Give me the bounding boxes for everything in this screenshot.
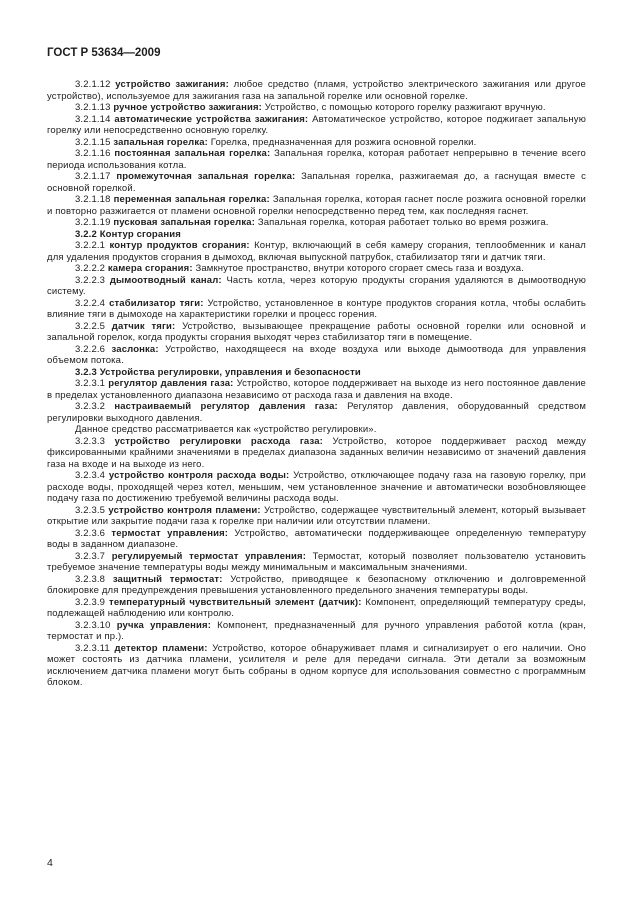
definition-paragraph: [47, 321, 586, 344]
section-heading: [47, 367, 586, 379]
definition-paragraph: [47, 217, 586, 229]
definition-paragraph: [47, 275, 586, 298]
definition-paragraph: [47, 263, 586, 275]
definition-text: Устройство, содержащее чувствительный элемент, который вызывает открытие или закрытие подачи газа к горелке при наличии или отсутствии пламени.: [47, 504, 586, 527]
definition-text: Термостат, который позволяет пользователю установить требуемое значение температуры воды между минимальным и максимальным значениями.: [47, 550, 586, 573]
clause-number: 3.2.3.1: [75, 378, 106, 389]
defined-term: пусковая запальная горелка:: [113, 217, 256, 228]
definition-text: Запальная горелка, разжигаемая до, а гаснущая вместе с основной горелкой.: [47, 171, 587, 194]
defined-term: переменная запальная горелка:: [113, 194, 270, 205]
definition-text: Устройство, которое поддерживает расход между фиксированными крайними значениями в пределах диапазона заданных величин независимо от значений давления газа на входе и на выходе из него.: [47, 435, 586, 470]
definition-paragraph: [47, 240, 586, 263]
definition-paragraph: [47, 424, 586, 436]
definition-paragraph: [47, 378, 586, 401]
definition-text: Устройство, которое обнаруживает пламя и сигнализирует о его наличии. Оно может состоять из датчика пламени, усилителя и реле для передачи сигнала. Эти детали за возможным исключением датчика пламени могут быть собраны в одном корпусе для использования совместно с программным блоком.: [47, 642, 587, 688]
clause-number: 3.2.1.15: [75, 136, 111, 148]
clause-number: 3.2.3: [75, 366, 97, 378]
defined-term: устройство зажигания:: [115, 79, 229, 90]
clause-number: 3.2.3.9: [75, 596, 106, 608]
defined-term: Устройства регулировки, управления и безопасности: [99, 366, 361, 378]
definition-text: Контур, включающий в себя камеру сгорания, теплообменник и канал для удаления продуктов сгорания в дымоход, включая выпускной патрубок, стабилизатор тяги и датчик тяги.: [47, 240, 586, 263]
page-number: 4: [47, 857, 53, 869]
definition-text: любое средство (пламя, устройство электрического зажигания или другое устройство), используемое для зажигания газа на запальной горелке или основной горелке.: [47, 79, 586, 102]
definition-text: Устройство, автоматически поддерживающее определенную температуру воды в заданном диапазоне.: [47, 527, 586, 550]
definition-paragraph: [47, 298, 586, 321]
definition-paragraph: [47, 620, 586, 643]
clause-number: 3.2.3.2: [75, 401, 106, 412]
definition-paragraph: [47, 137, 586, 149]
definition-text: Замкнутое пространство, внутри которого сгорает смесь газа и воздуха.: [195, 263, 524, 274]
clause-number: 3.2.2.5: [75, 320, 106, 332]
defined-term: стабилизатор тяги:: [109, 297, 204, 309]
clause-number: 3.2.3.6: [75, 527, 106, 539]
clause-number: 3.2.1.16: [75, 148, 111, 159]
clause-number: 3.2.1.17: [75, 171, 111, 182]
defined-term: датчик тяги:: [111, 320, 176, 332]
definition-paragraph: [47, 102, 586, 114]
defined-term: автоматические устройства зажигания:: [114, 113, 309, 125]
clause-number: 3.2.3.8: [75, 573, 106, 585]
defined-term: запальная горелка:: [113, 136, 208, 148]
clause-number: 3.2.1.12: [75, 79, 111, 90]
defined-term: устройство контроля расхода воды:: [108, 470, 290, 481]
clause-number: 3.2.3.5: [75, 504, 106, 516]
definition-text: Устройство, с помощью которого горелку разжигают вручную.: [264, 102, 546, 113]
definition-text: Данное средство рассматривается как «устройство регулировки».: [75, 424, 377, 435]
defined-term: термостат управления:: [111, 527, 229, 539]
document-body: [47, 79, 586, 689]
defined-term: ручное устройство зажигания:: [113, 102, 262, 113]
clause-number: 3.2.2.1: [75, 240, 106, 251]
defined-term: дымоотводный канал:: [109, 274, 222, 286]
defined-term: настраиваемый регулятор давления газа:: [114, 401, 338, 412]
definition-paragraph: [47, 148, 586, 171]
defined-term: заслонка:: [111, 343, 159, 355]
clause-number: 3.2.2.3: [75, 274, 106, 286]
definition-text: Устройство, приводящее к безопасному отключению и долговременной блокировке для предупреждения превышения установленного предельного значения температуры воды.: [47, 573, 586, 596]
definition-text: Запальная горелка, которая гаснет после розжига основной горелки и повторно разжигается от пламени основной горелки непосредственно перед тем, как последняя гаснет.: [47, 194, 586, 217]
definition-text: Устройство, находящееся на входе воздуха или выходе дымоотвода для управления объемом потока.: [47, 343, 586, 366]
definition-text: Запальная горелка, которая работает только во время розжига.: [257, 217, 549, 228]
clause-number: 3.2.1.14: [75, 113, 111, 125]
defined-term: устройство регулировки расхода газа:: [114, 435, 323, 447]
clause-number: 3.2.3.11: [75, 642, 110, 654]
defined-term: детектор пламени:: [114, 642, 208, 654]
clause-number: 3.2.2.4: [75, 297, 106, 309]
definition-text: Компонент, предназначенный для ручного управления работой котла (кран, термостат и пр.).: [47, 619, 586, 642]
definition-paragraph: [47, 643, 586, 689]
definition-paragraph: [47, 574, 586, 597]
defined-term: постоянная запальная горелка:: [114, 148, 271, 159]
definition-text: Устройство, установленное в контуре продуктов сгорания котла, чтобы ослабить влияние тяги в дымоходе на характеристики горелки и процесс горения.: [47, 297, 587, 320]
definition-paragraph: [47, 528, 586, 551]
definition-text: Устройство, вызывающее прекращение работы основной горелки или основной и запальной горелок, когда продукты сгорания выходят через стабилизатор тяги в помещение.: [47, 320, 586, 343]
document-header: ГОСТ Р 53634—2009: [47, 47, 161, 59]
definition-paragraph: [47, 79, 586, 102]
definition-text: Запальная горелка, которая работает непрерывно в течение всего периода использования котла.: [47, 148, 586, 171]
clause-number: 3.2.1.19: [75, 217, 111, 228]
definition-text: Компонент, определяющий температуру среды, подлежащей наблюдению или контролю.: [47, 596, 586, 619]
definition-paragraph: [47, 401, 586, 424]
defined-term: регулируемый термостат управления:: [111, 550, 307, 562]
definition-paragraph: [47, 470, 586, 505]
clause-number: 3.2.3.7: [75, 550, 106, 562]
definition-text: Горелка, предназначенная для розжига основной горелки.: [210, 136, 477, 148]
definition-text: Устройство, отключающее подачу газа на газовую горелку, при расходе воды, проходящей через котел, меньшим, чем установленное значение и автоматически возобновляющее подачу газа по достижению требуемой величины расхода воды.: [47, 470, 586, 504]
clause-number: 3.2.3.3: [75, 435, 106, 447]
defined-term: Контур сгорания: [99, 228, 181, 240]
definition-paragraph: [47, 114, 586, 137]
definition-text: Устройство, которое поддерживает на выходе из него постоянное давление в пределах установленного диапазона независимо от расхода газа и давления на входе.: [47, 378, 586, 401]
definition-paragraph: [47, 436, 586, 471]
definition-paragraph: [47, 551, 586, 574]
defined-term: камера сгорания:: [107, 263, 193, 274]
clause-number: 3.2.3.4: [75, 470, 106, 481]
definition-text: Автоматическое устройство, которое поджигает запальную горелку или непосредственно основную горелку.: [47, 113, 586, 136]
defined-term: регулятор давления газа:: [108, 378, 234, 389]
defined-term: защитный термостат:: [112, 573, 223, 585]
defined-term: устройство контроля пламени:: [108, 504, 261, 516]
clause-number: 3.2.2.6: [75, 343, 106, 355]
definition-paragraph: [47, 171, 586, 194]
defined-term: температурный чувствительный элемент (датчик):: [109, 596, 362, 608]
clause-number: 3.2.2: [75, 228, 97, 240]
defined-term: контур продуктов сгорания:: [109, 240, 250, 251]
definition-paragraph: [47, 597, 586, 620]
defined-term: ручка управления:: [116, 619, 212, 631]
definition-paragraph: [47, 194, 586, 217]
definition-paragraph: [47, 344, 586, 367]
clause-number: 3.2.1.13: [75, 102, 111, 113]
clause-number: 3.2.3.10: [75, 619, 111, 631]
clause-number: 3.2.2.2: [75, 263, 106, 274]
section-heading: [47, 229, 586, 241]
definition-text: Часть котла, через которую продукты сгорания удаляются в дымоотводную систему.: [47, 274, 587, 297]
definition-paragraph: [47, 505, 586, 528]
clause-number: 3.2.1.18: [75, 194, 111, 205]
definition-text: Регулятор давления, оборудованный средством регулировки выходного давления.: [47, 401, 586, 424]
defined-term: промежуточная запальная горелка:: [116, 171, 296, 182]
